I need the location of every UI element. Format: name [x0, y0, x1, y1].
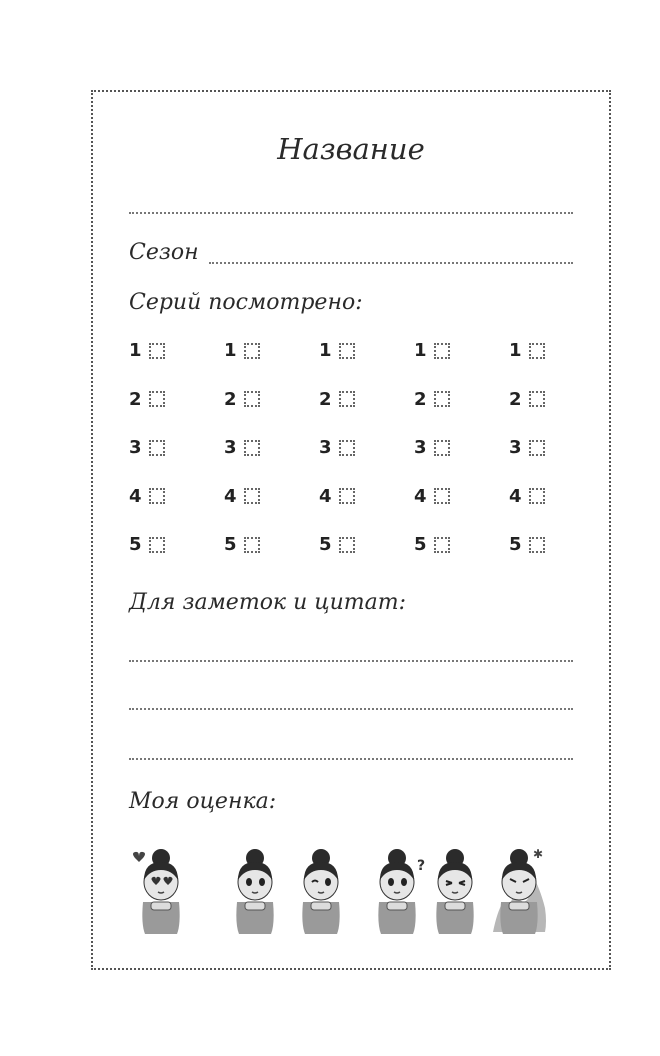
heart-eyes-girl-icon[interactable] [131, 844, 191, 934]
checkbox-square[interactable] [244, 440, 260, 456]
svg-text:?: ? [417, 858, 426, 874]
episode-number: 1 [509, 340, 522, 361]
episode-number: 5 [129, 534, 142, 555]
svg-text:✱: ✱ [533, 847, 544, 861]
episode-checkbox[interactable] [129, 340, 165, 361]
episode-number: 4 [129, 485, 142, 507]
episode-checkbox[interactable] [319, 389, 355, 410]
episode-number: 2 [509, 388, 522, 410]
notes-line[interactable] [129, 660, 573, 662]
checkbox-square[interactable] [434, 488, 450, 504]
rating-faces [131, 844, 577, 934]
episode-checkbox[interactable] [319, 534, 355, 555]
episode-number: 4 [509, 485, 522, 507]
episode-number: 4 [224, 485, 237, 507]
episode-checkbox[interactable] [224, 486, 260, 507]
episode-checkbox[interactable] [224, 437, 260, 458]
checkbox-square[interactable] [434, 391, 450, 407]
episode-checkbox[interactable] [509, 340, 545, 361]
episode-number: 2 [414, 388, 427, 410]
checkbox-square[interactable] [529, 537, 545, 553]
season-line[interactable] [209, 262, 573, 264]
checkbox-square[interactable] [244, 488, 260, 504]
episode-number: 1 [414, 340, 427, 361]
checkbox-square[interactable] [149, 488, 165, 504]
episode-number: 2 [319, 388, 332, 410]
rating-label: Моя оценка: [129, 789, 277, 814]
episode-checkbox[interactable] [509, 534, 545, 555]
notes-line[interactable] [129, 758, 573, 760]
episodes-label: Серий посмотрено: [129, 290, 363, 315]
episode-checkbox[interactable] [224, 340, 260, 361]
episode-number: 3 [414, 437, 427, 458]
episode-checkbox[interactable] [129, 437, 165, 458]
checkbox-square[interactable] [339, 391, 355, 407]
page-title: Название [277, 132, 425, 166]
notes-line[interactable] [129, 708, 573, 710]
episode-number: 4 [319, 485, 332, 507]
episode-checkbox[interactable] [129, 534, 165, 555]
checkbox-square[interactable] [529, 488, 545, 504]
episode-checkbox[interactable] [319, 340, 355, 361]
checkbox-square[interactable] [244, 343, 260, 359]
checkbox-square[interactable] [339, 537, 355, 553]
checkbox-square[interactable] [434, 537, 450, 553]
checkbox-square[interactable] [149, 440, 165, 456]
episode-number: 5 [509, 534, 522, 555]
episode-checkbox[interactable] [509, 486, 545, 507]
title-line[interactable] [129, 212, 573, 214]
checkbox-square[interactable] [339, 440, 355, 456]
episode-checkbox[interactable] [414, 340, 450, 361]
shy-girl-icon[interactable] [225, 844, 285, 934]
confused-girl-icon[interactable] [367, 844, 427, 934]
episode-number: 5 [224, 534, 237, 555]
checkbox-square[interactable] [149, 343, 165, 359]
crying-girl-icon[interactable] [425, 844, 485, 934]
checkbox-square[interactable] [149, 391, 165, 407]
checkbox-square[interactable] [434, 440, 450, 456]
episode-checkbox[interactable] [129, 486, 165, 507]
episode-checkbox[interactable] [414, 534, 450, 555]
episode-number: 2 [129, 388, 142, 410]
checkbox-square[interactable] [529, 343, 545, 359]
winking-girl-icon[interactable] [291, 844, 351, 934]
season-label: Сезон [129, 240, 199, 265]
angry-girl-icon[interactable] [489, 844, 549, 934]
episode-number: 1 [319, 340, 332, 361]
tracker-card [91, 90, 611, 970]
checkbox-square[interactable] [434, 343, 450, 359]
episode-number: 1 [129, 340, 142, 361]
episode-checkbox[interactable] [414, 486, 450, 507]
episode-number: 1 [224, 340, 237, 361]
episode-checkbox[interactable] [319, 486, 355, 507]
episode-number: 3 [224, 437, 237, 458]
checkbox-square[interactable] [529, 440, 545, 456]
checkbox-square[interactable] [149, 537, 165, 553]
checkbox-square[interactable] [339, 488, 355, 504]
episode-checkbox[interactable] [129, 389, 165, 410]
episode-checkbox[interactable] [509, 437, 545, 458]
episode-checkbox[interactable] [414, 437, 450, 458]
episode-number: 2 [224, 388, 237, 410]
episode-number: 5 [414, 534, 427, 555]
checkbox-square[interactable] [244, 537, 260, 553]
checkbox-square[interactable] [244, 391, 260, 407]
episode-checkbox[interactable] [224, 389, 260, 410]
checkbox-square[interactable] [339, 343, 355, 359]
episode-number: 3 [129, 437, 142, 458]
episode-checkbox[interactable] [319, 437, 355, 458]
episode-checkbox[interactable] [414, 389, 450, 410]
episode-number: 3 [319, 437, 332, 458]
episode-number: 5 [319, 534, 332, 555]
episode-checkbox[interactable] [509, 389, 545, 410]
episode-checkbox[interactable] [224, 534, 260, 555]
episode-number: 4 [414, 485, 427, 507]
episode-number: 3 [509, 437, 522, 458]
notes-label: Для заметок и цитат: [129, 590, 406, 615]
checkbox-square[interactable] [529, 391, 545, 407]
